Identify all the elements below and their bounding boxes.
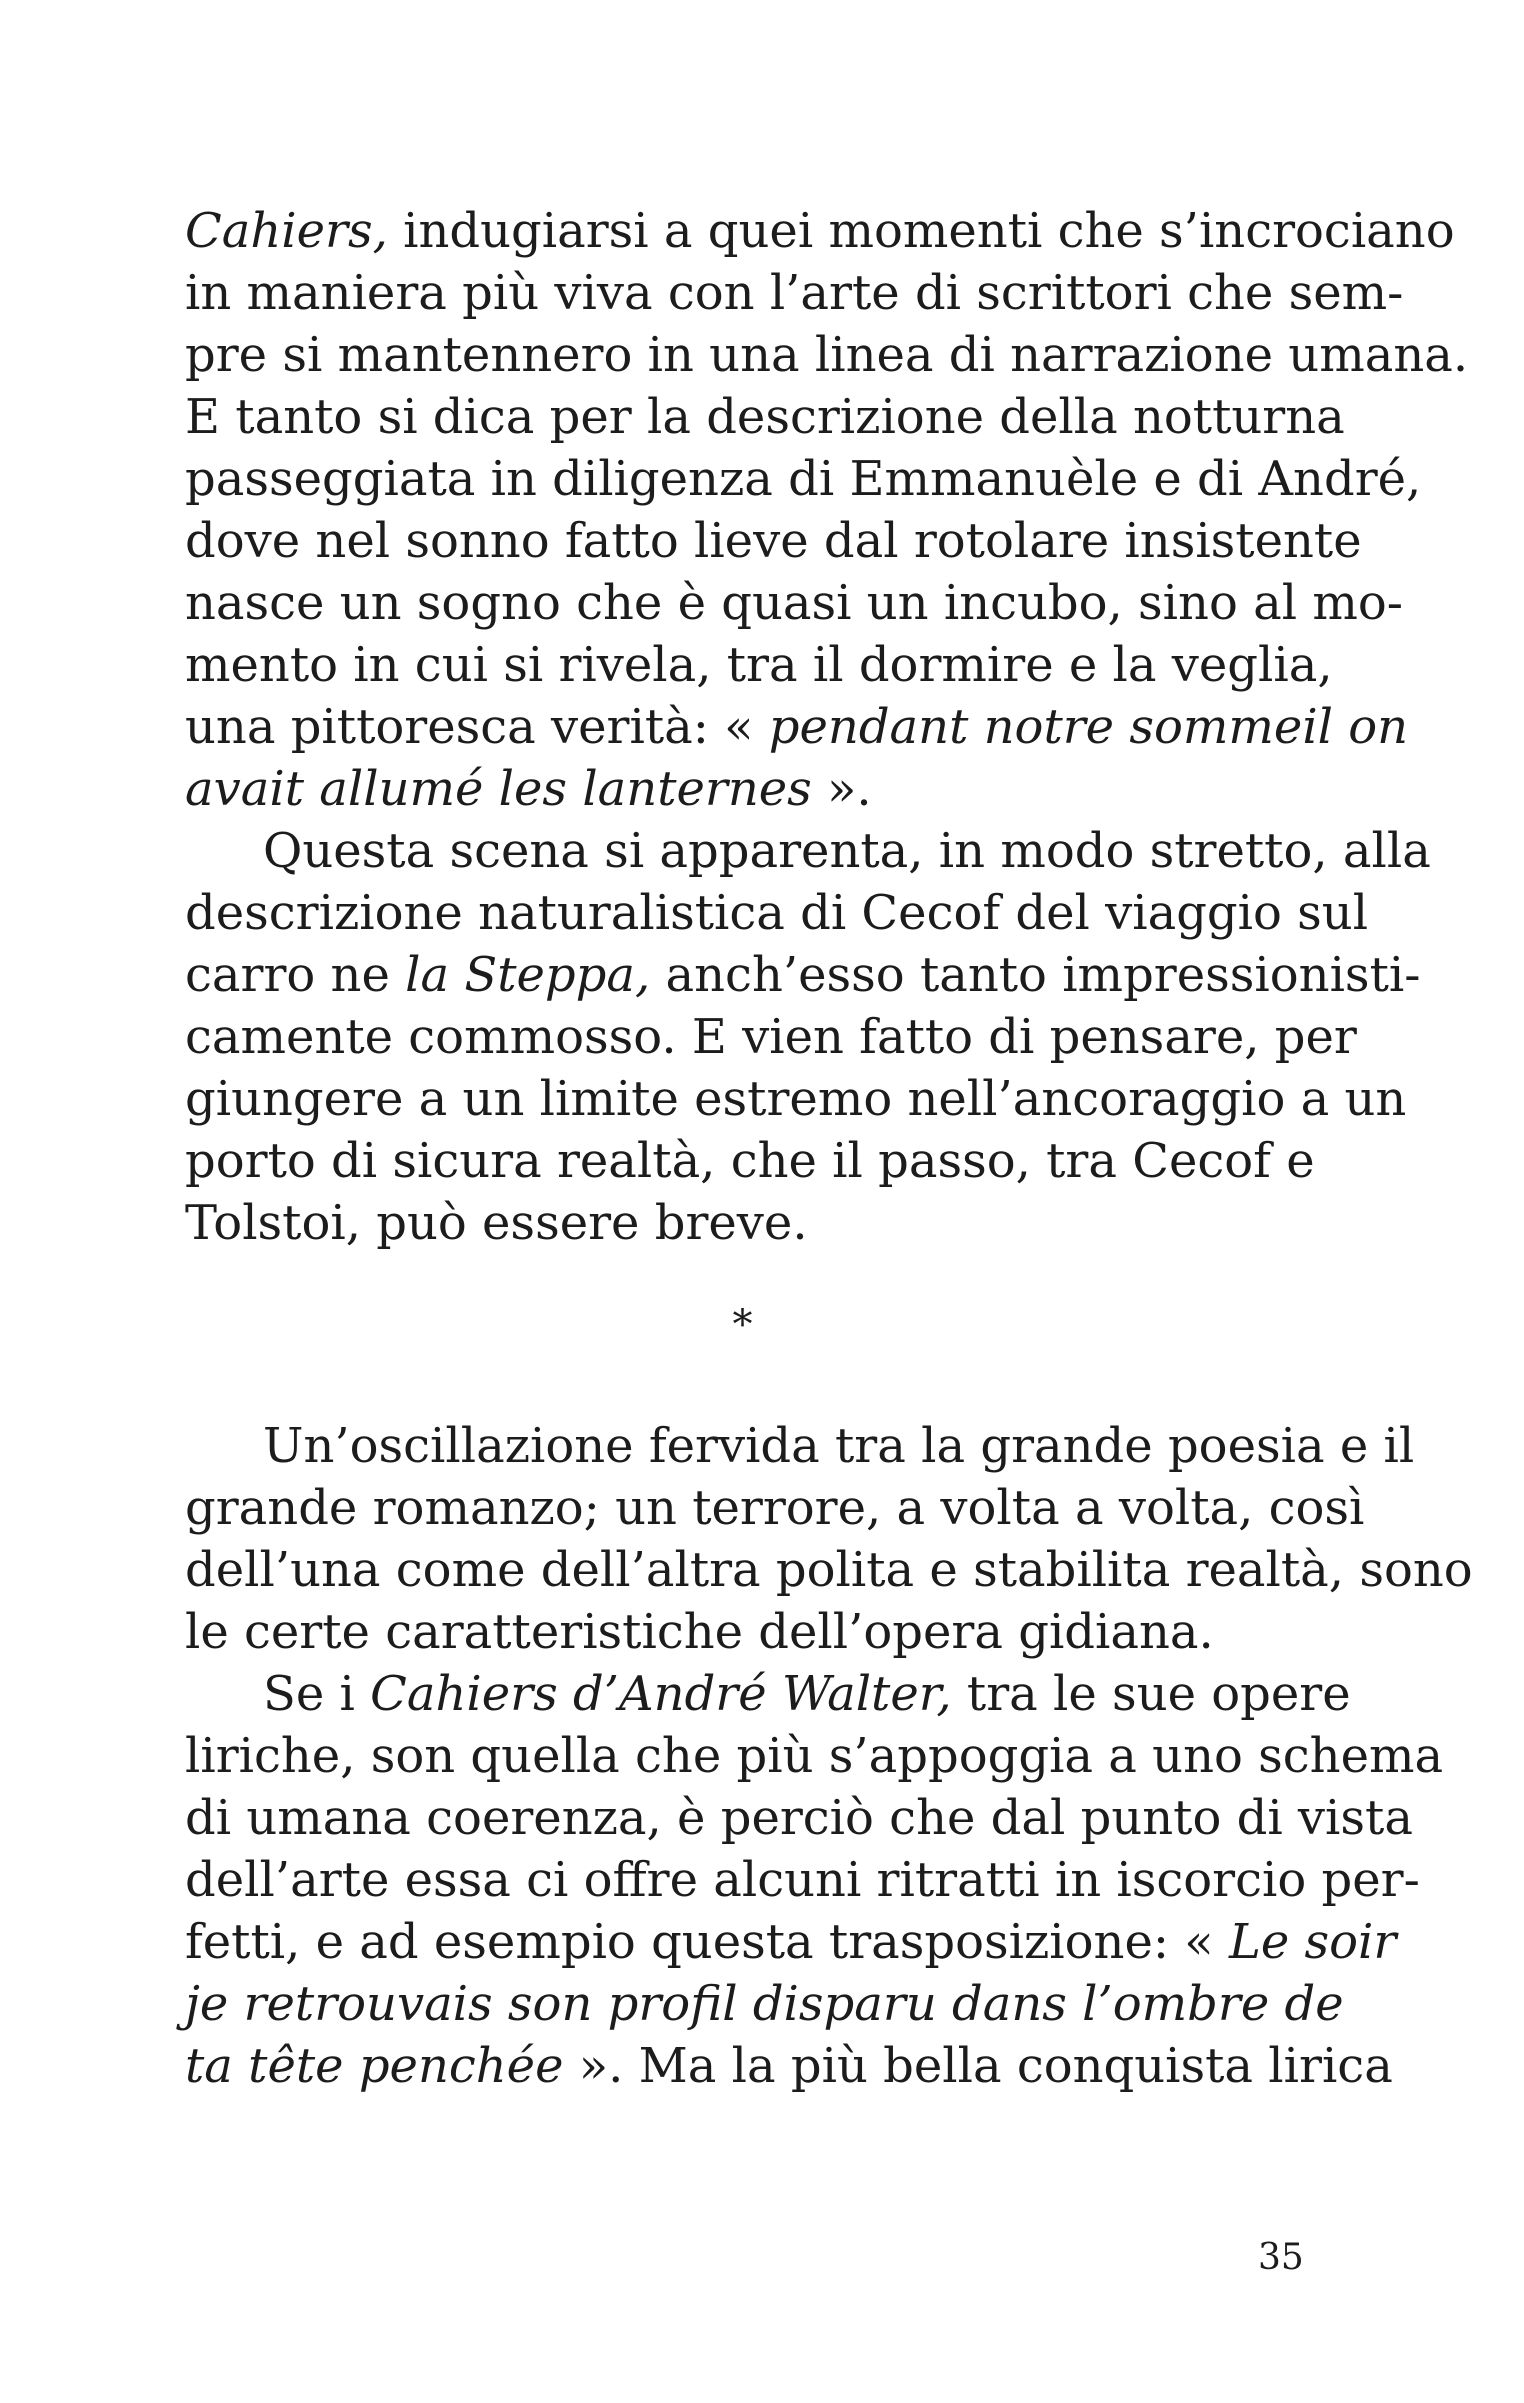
text-line: le certe caratteristiche dell’opera gidiana. (185, 1604, 1214, 1660)
text-line: Questa scena si apparenta, in modo stretto, alla (263, 823, 1431, 879)
italic-quote: ta tête penchée (185, 2038, 564, 2094)
italic-title: Cahiers, (185, 203, 388, 259)
text-line: avait allumé les lanternes ». (185, 761, 872, 817)
text-line: liriche, son quella che più s’appoggia a uno schema (185, 1728, 1444, 1784)
text-line: Un’oscillazione fervida tra la grande poesia e il (263, 1418, 1415, 1474)
text-line: nasce un sogno che è quasi un incubo, sino al mo- (185, 575, 1403, 631)
text-line: ta tête penchée ». Ma la più bella conquista lirica (185, 2038, 1393, 2094)
text-line: Cahiers, indugiarsi a quei momenti che s’incrociano (185, 203, 1455, 259)
text-line: grande romanzo; un terrore, a volta a volta, così (185, 1480, 1365, 1536)
text-line: giungere a un limite estremo nell’ancoraggio a un (185, 1071, 1407, 1127)
text-line: porto di sicura realtà, che il passo, tra Cecof e (185, 1133, 1315, 1189)
text-line: Se i Cahiers d’André Walter, tra le sue opere (263, 1666, 1351, 1722)
italic-title: Cahiers d’André Walter, (370, 1666, 952, 1722)
page-number: 35 (1258, 2237, 1304, 2278)
text-line: di umana coerenza, è perciò che dal punto di vista (185, 1790, 1413, 1846)
text-line: dell’arte essa ci offre alcuni ritratti in iscorcio per- (185, 1852, 1420, 1908)
text-line: una pittoresca verità: « pendant notre sommeil on (185, 699, 1409, 755)
text-line: E tanto si dica per la descrizione della notturna (185, 389, 1345, 445)
text-line: camente commosso. E vien fatto di pensare, per (185, 1009, 1357, 1065)
text-line: descrizione naturalistica di Cecof del viaggio sul (185, 885, 1369, 941)
text-line: mento in cui si rivela, tra il dormire e la veglia, (185, 637, 1333, 693)
text-line: in maniera più viva con l’arte di scrittori che sem- (185, 265, 1404, 321)
italic-title: la Steppa, (405, 947, 651, 1003)
section-separator: * (732, 1302, 753, 1348)
italic-quote: avait allumé les lanternes (185, 761, 812, 817)
text-line: passeggiata in diligenza di Emmanuèle e di André, (185, 451, 1422, 507)
text-line: pre si mantennero in una linea di narrazione umana. (185, 327, 1469, 383)
text-line: dell’una come dell’altra polita e stabilita realtà, sono (185, 1542, 1473, 1598)
text-line: dove nel sonno fatto lieve dal rotolare insistente (185, 513, 1362, 569)
text-line: carro ne la Steppa, anch’esso tanto impressionisti- (185, 947, 1421, 1003)
text-line: fetti, e ad esempio questa trasposizione: « Le soir (185, 1914, 1397, 1970)
text-line (185, 1973, 1344, 2035)
italic-quote: Le soir (1228, 1914, 1397, 1970)
italic-quote: je retrouvais son profil disparu dans l’ombre de (185, 1976, 1344, 2032)
text-line: Tolstoi, può essere breve. (185, 1195, 808, 1251)
italic-quote: pendant notre sommeil on (768, 699, 1409, 755)
